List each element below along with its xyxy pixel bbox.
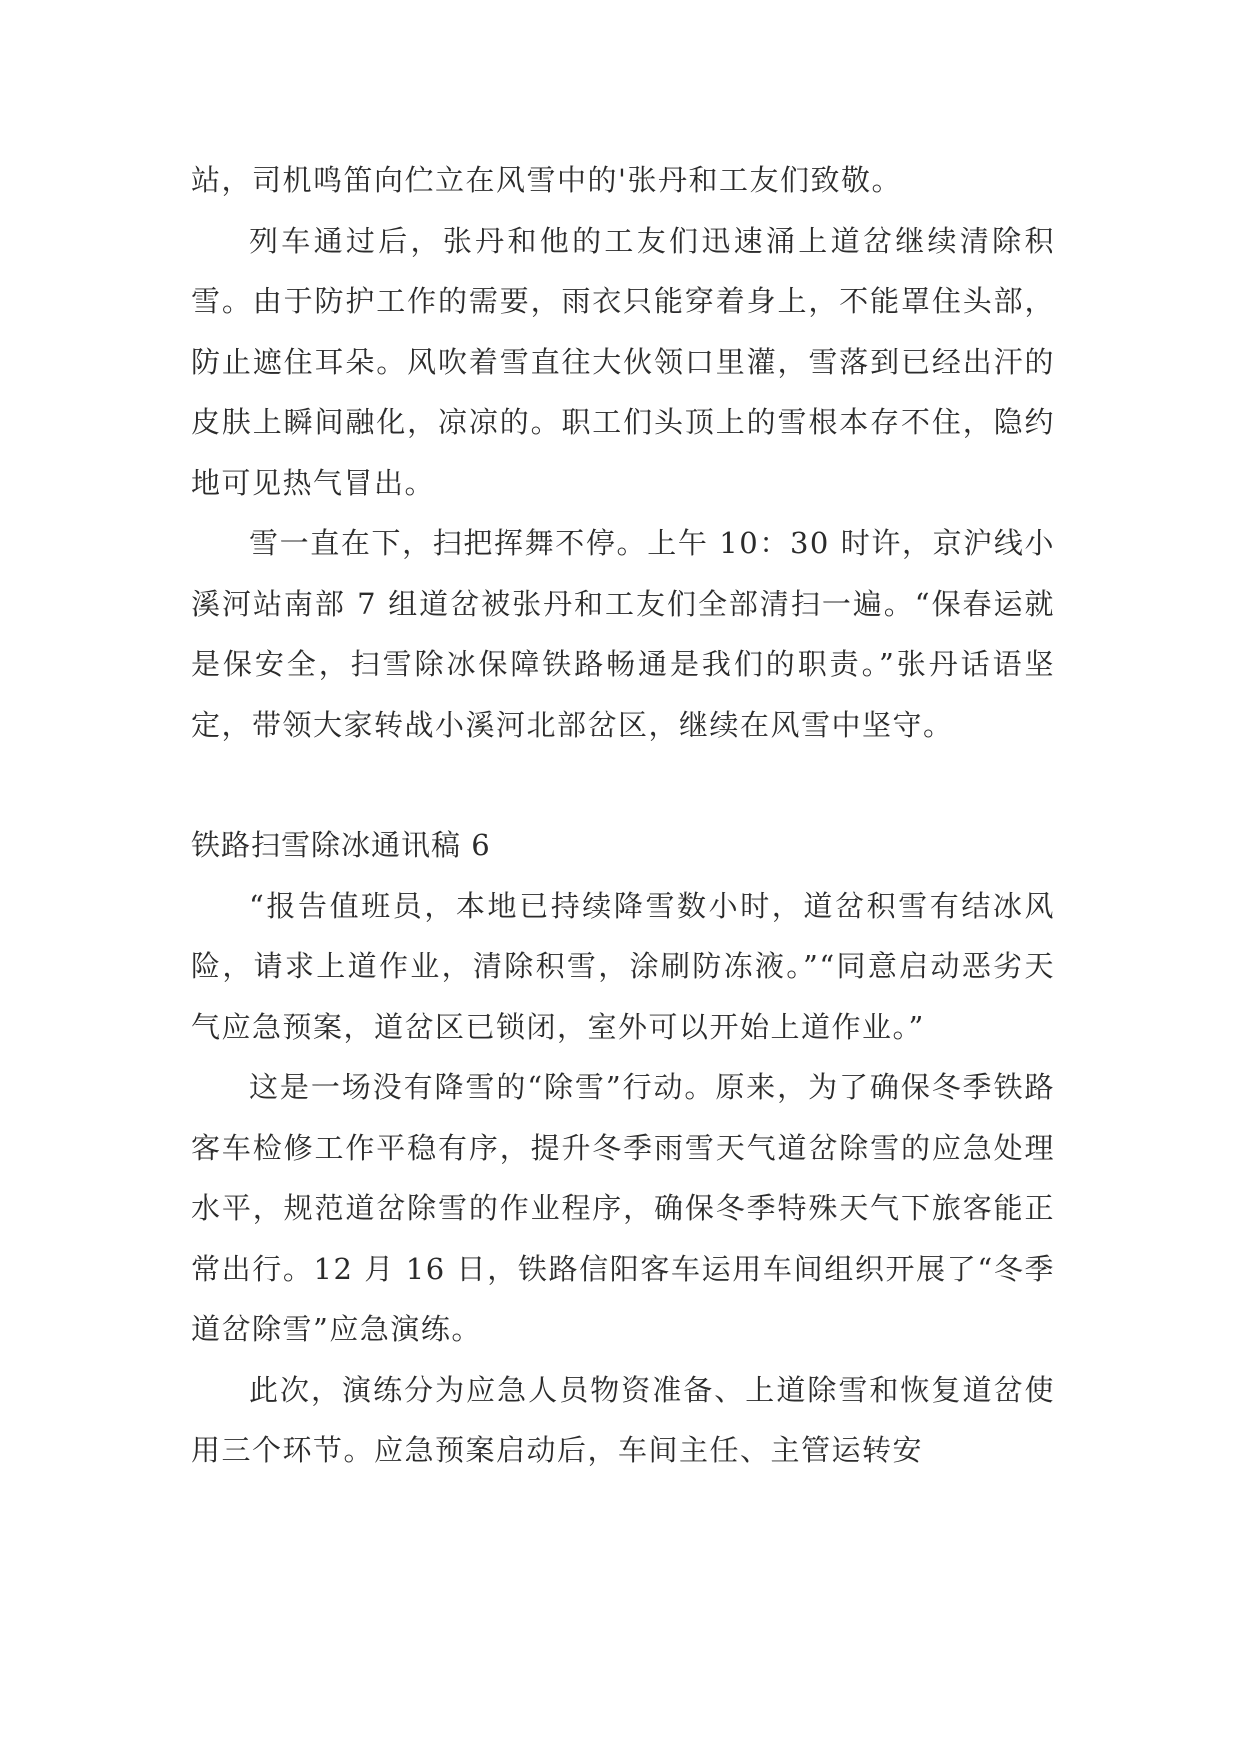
paragraph: “报告值班员，本地已持续降雪数小时，道岔积雪有结冰风险，请求上道作业，清除积雪，涂刷防冻液。”“同意启动恶劣天气应急预案，道岔区已锁闭，室外可以开始上道作业。” <box>191 888 1055 1044</box>
section-title: 铁路扫雪除冰通讯稿 6 <box>191 828 491 862</box>
paragraph: 雪一直在下，扫把挥舞不停。上午 10：30 时许，京沪线小溪河站南部 7 组道岔被张丹和工友们全部清扫一遍。“保春运就是保安全，扫雪除冰保障铁路畅通是我们的职责。”张丹话语坚定，带领大家转战小溪河北部岔区，继续在风雪中坚守。 <box>191 526 1055 742</box>
paragraph-continued: 站，司机鸣笛向伫立在风雪中的'张丹和工友们致敬。 <box>191 163 902 197</box>
paragraph: 列车通过后，张丹和他的工友们迅速涌上道岔继续清除积雪。由于防护工作的需要，雨衣只能穿着身上，不能罩住头部，防止遮住耳朵。风吹着雪直往大伙领口里灌，雪落到已经出汗的皮肤上瞬间融化，凉凉的。职工们头顶上的雪根本存不住，隐约地可见热气冒出。 <box>191 223 1055 500</box>
document-page <box>191 150 1055 1481</box>
paragraph: 这是一场没有降雪的“除雪”行动。原来，为了确保冬季铁路客车检修工作平稳有序，提升冬季雨雪天气道岔除雪的应急处理水平，规范道岔除雪的作业程序，确保冬季特殊天气下旅客能正常出行。12 月 16 日，铁路信阳客车运用车间组织开展了“冬季道岔除雪”应急演练。 <box>191 1070 1055 1346</box>
paragraph: 此次，演练分为应急人员物资准备、上道除雪和恢复道岔使用三个环节。应急预案启动后，车间主任、主管运转安 <box>191 1372 1055 1467</box>
